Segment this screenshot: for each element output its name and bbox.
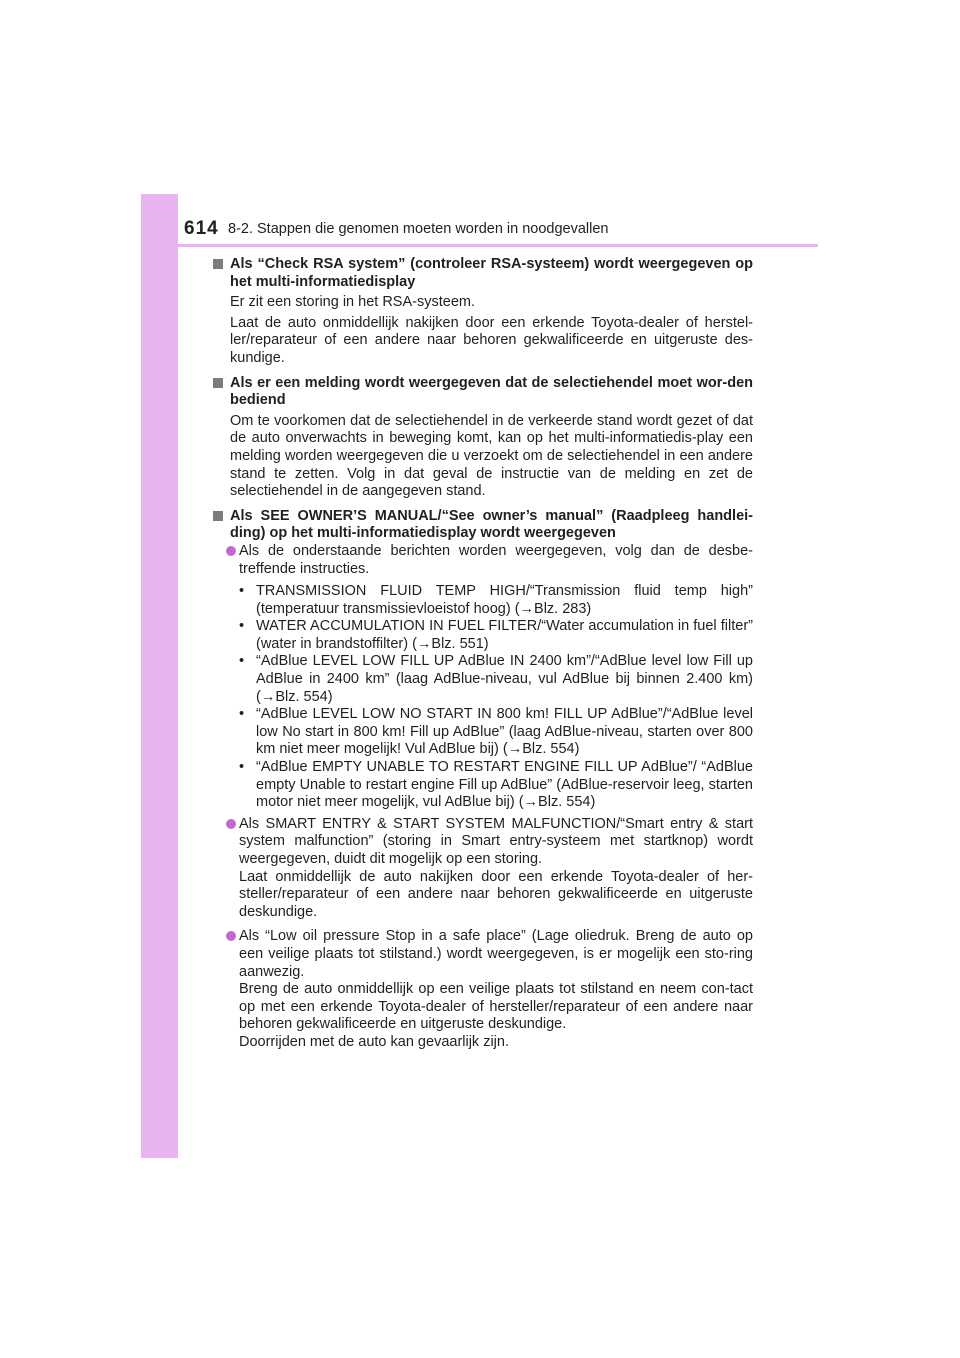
section-title: 8-2. Stappen die genomen moeten worden in noodgevallen [228,221,609,237]
bullet-marker: • [239,653,245,670]
circle-bullet-icon [226,546,236,556]
square-bullet-icon [213,511,223,521]
paragraph: Laat onmiddellijk de auto nakijken door een erkende Toyota-dealer of her-steller/reparateur of een andere naar behoren gekwalificeerde en uitgeruste deskundige. [239,868,753,920]
section-heading: Als “Check RSA system” (controleer RSA-systeem) wordt weergegeven op het multi-informatiedisplay [213,256,753,291]
square-bullet-icon [213,259,223,269]
page-content [213,256,753,1059]
list-item: • “AdBlue LEVEL LOW FILL UP AdBlue IN 2400 km”/“AdBlue level low Fill up AdBlue in 2400 km” (laag AdBlue-niveau, vul AdBlue bij binnen 2.400 km) (→Blz. 554) [239,653,753,705]
section-heading: Als er een melding wordt weergegeven dat de selectiehendel moet wor-den bediend [213,375,753,410]
list-item [213,928,753,1051]
bullet-marker: • [239,583,245,600]
paragraph: Om te voorkomen dat de selectiehendel in de verkeerde stand wordt gezet of dat de auto onverwachts in beweging komt, kan op het multi-informatiedis-play een melding worden weergegeven die u verzoekt om de selectiehendel in een andere stand te zetten. Volg in dat geval de instructie van de melding en zet de selectiehendel in de aangegeven stand. [230,412,753,500]
circle-bullet-icon [226,819,236,829]
list-item: Als de onderstaande berichten worden weergegeven, volg dan de desbe-treffende instructies. [213,543,753,578]
list-item: • “AdBlue EMPTY UNABLE TO RESTART ENGINE FILL UP AdBlue”/ “AdBlue empty Unable to restart engine Fill up AdBlue” (AdBlue-reservoir leeg, starten motor niet meer mogelijk, vul AdBlue bij) (→Blz. 554) [239,759,753,811]
message-list [213,583,753,812]
section-see-owners-manual [213,508,753,1052]
bullet-marker: • [239,618,245,635]
list-item [213,816,753,922]
bullet-marker: • [239,706,245,723]
paragraph: Als SMART ENTRY & START SYSTEM MALFUNCTION/“Smart entry & start system malfunction” (storing in Smart entry-systeem met startknop) wordt weergegeven, duidt dit mogelijk op een storing. [239,815,753,867]
bullet-marker: • [239,759,245,776]
list-item: • “AdBlue LEVEL LOW NO START IN 800 km! FILL UP AdBlue”/“AdBlue level low No start in 800 km! Fill up AdBlue” (laag AdBlue-niveau, starten over 800 km niet meer mogelijk! Vul AdBlue bij) (→Blz. 554) [239,706,753,758]
page-header [184,216,820,246]
section-heading: Als SEE OWNER’S MANUAL/“See owner’s manual” (Raadpleeg handlei-ding) op het multi-informatiedisplay wordt weergegeven [213,508,753,543]
chapter-side-band [141,194,178,1158]
section-rsa-system [213,256,753,368]
paragraph: Als “Low oil pressure Stop in a safe place” (Lage oliedruk. Breng de auto op een veilige plaats tot stilstand.) wordt weergegeven, is er mogelijk een sto-ring aanwezig. [239,928,753,980]
square-bullet-icon [213,378,223,388]
list-item: • TRANSMISSION FLUID TEMP HIGH/“Transmission fluid temp high” (temperatuur transmissievloeistof hoog) (→Blz. 283) [239,583,753,617]
paragraph: Laat de auto onmiddellijk nakijken door een erkende Toyota-dealer of herstel-ler/reparateur of een andere naar behoren gekwalificeerde en uitgeruste des-kundige. [230,314,753,366]
list-item: • WATER ACCUMULATION IN FUEL FILTER/“Water accumulation in fuel filter” (water in brandstoffilter) (→Blz. 551) [239,618,753,652]
circle-bullet-icon [226,931,236,941]
section-shift-lever [213,375,753,501]
page-number: 614 [184,218,219,239]
paragraph: Breng de auto onmiddellijk op een veilige plaats tot stilstand en neem con-tact op met een erkende Toyota-dealer of hersteller/reparateur of een andere naar behoren gekwalificeerde en uitgeruste deskundige. [239,981,753,1033]
paragraph: Er zit een storing in het RSA-systeem. [230,294,475,311]
paragraph: Doorrijden met de auto kan gevaarlijk zijn. [239,1033,509,1050]
